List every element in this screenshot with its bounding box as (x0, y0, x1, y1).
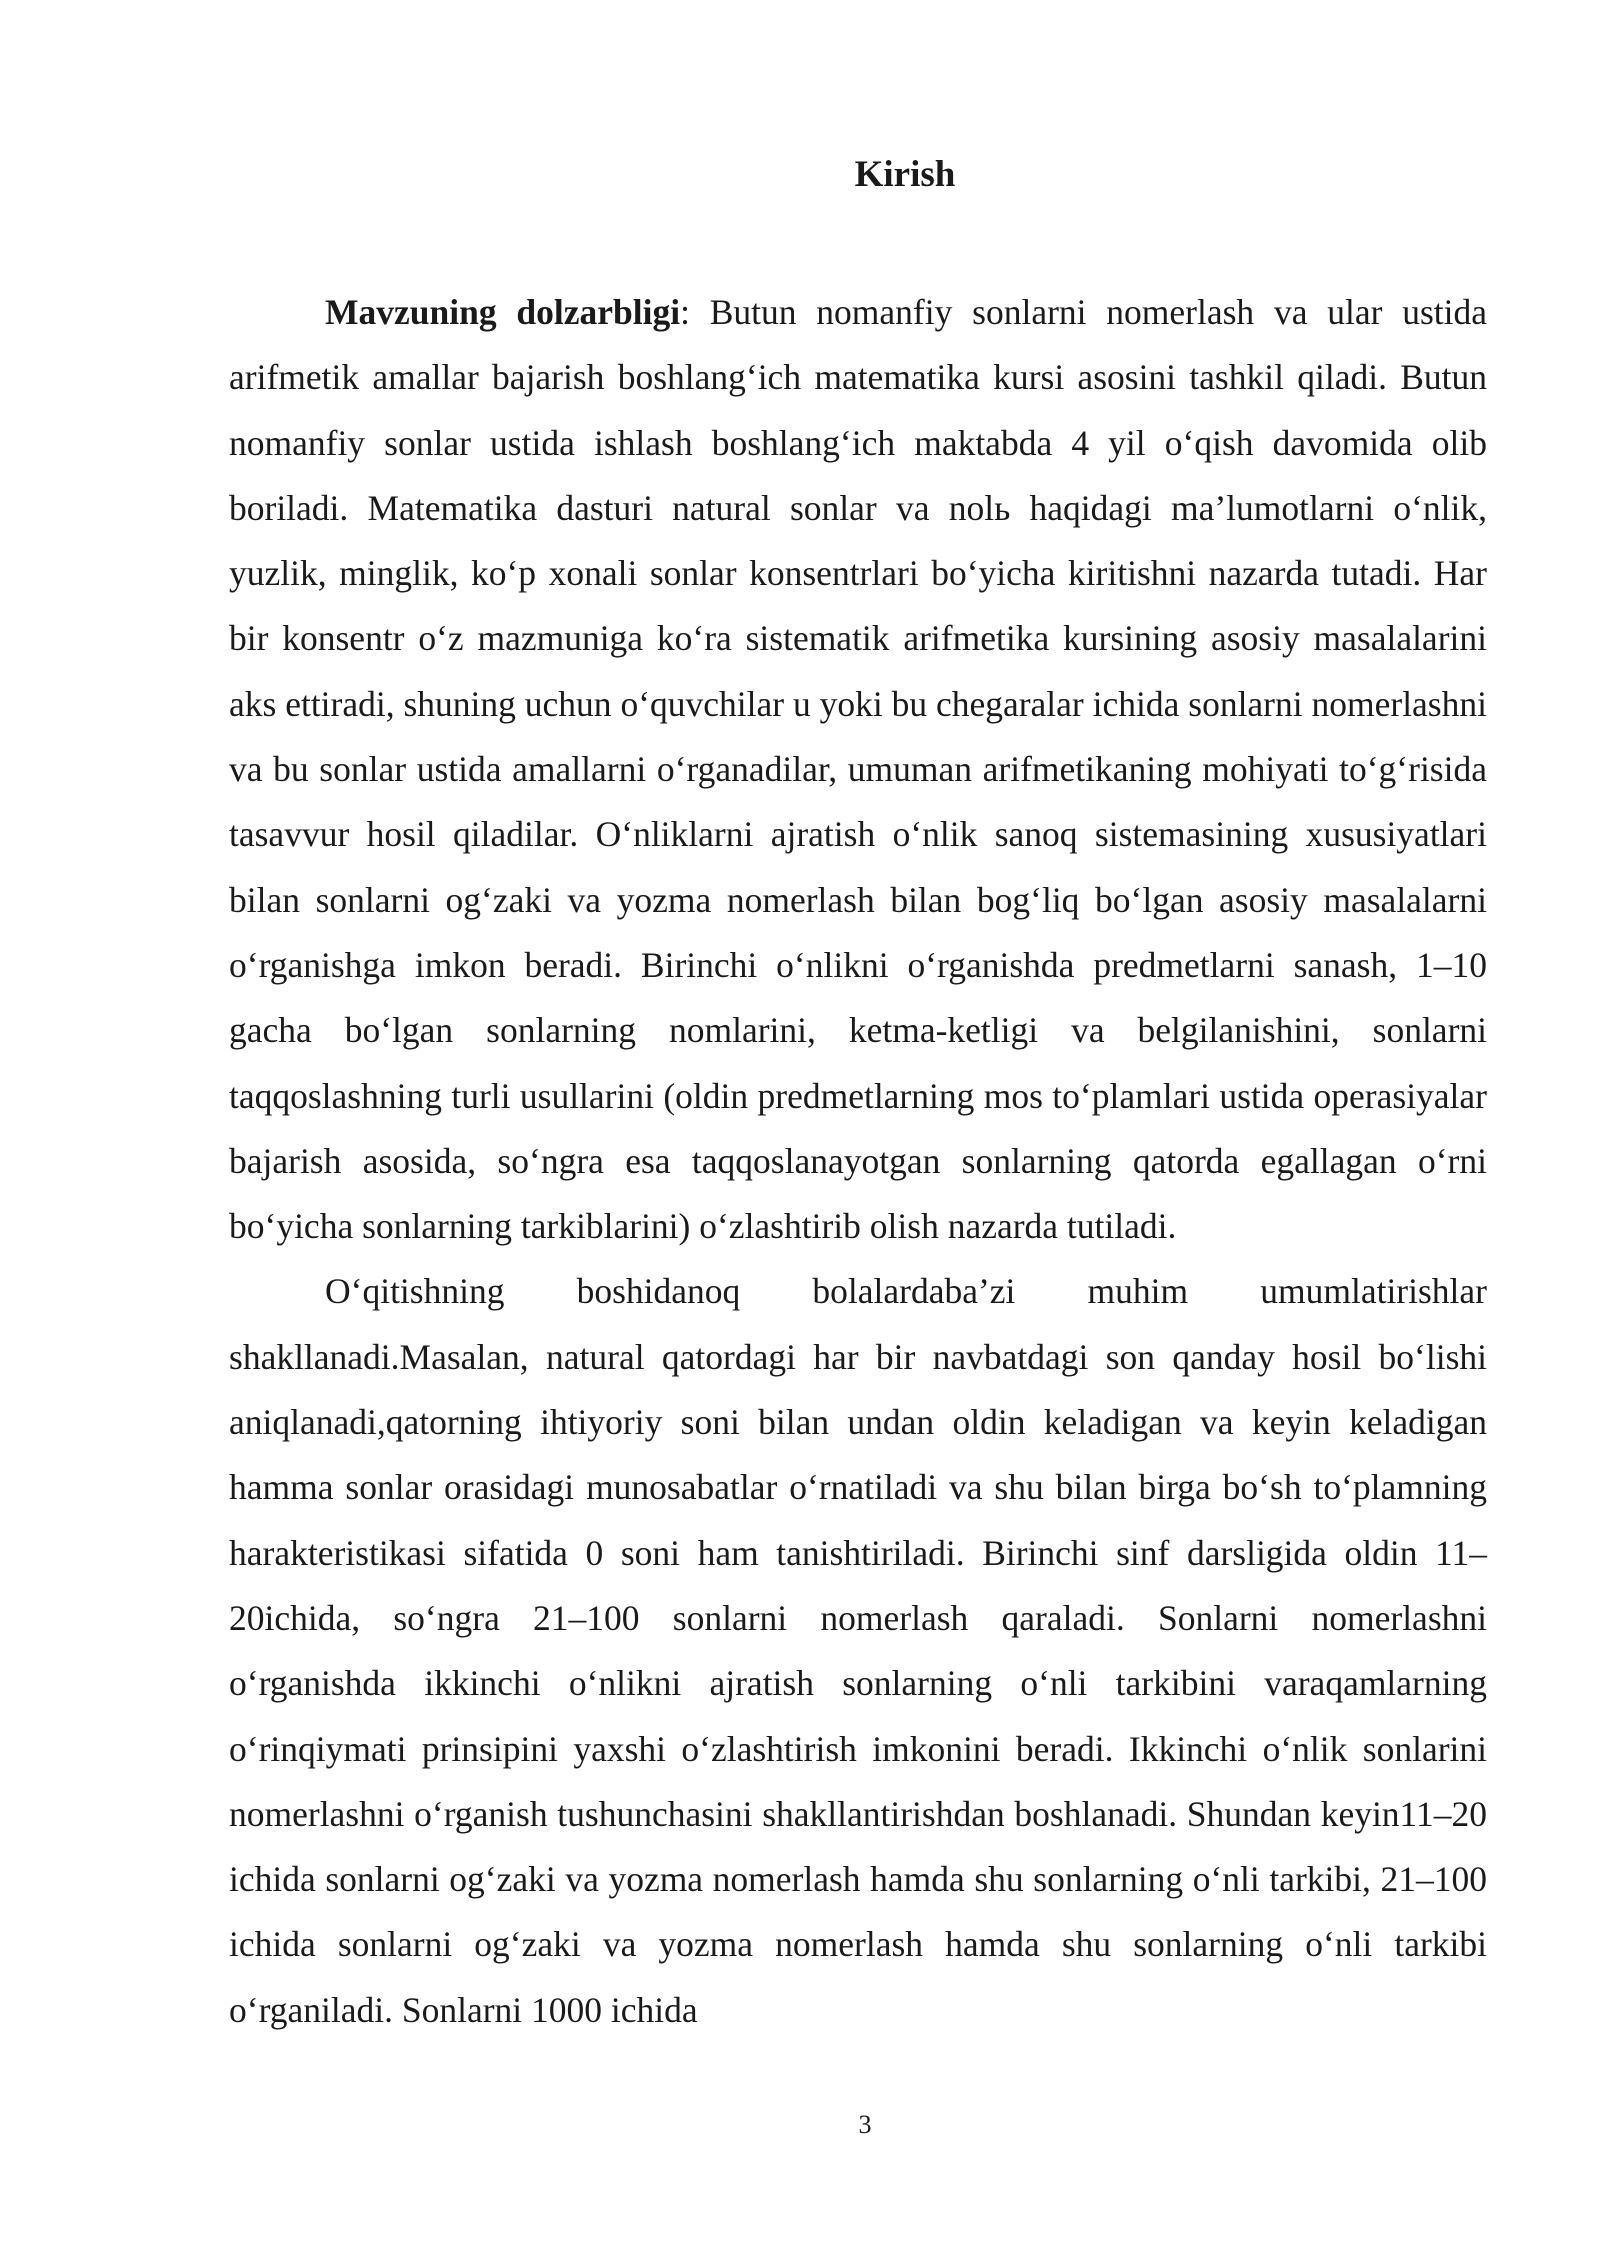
paragraph-2 (229, 1259, 1487, 2043)
paragraph-1 (229, 280, 1487, 1259)
body-text (229, 280, 1487, 2043)
page-number: 3 (858, 2110, 872, 2139)
paragraph-text: O‘qitishning boshidanoq bolalardaba’zi muhim umumlatirishlar shakllanadi.Masalan, natural qatordagi har bir navbatdagi son qanday hosil bo‘lishi aniqlanadi,qatorning ihtiyoriy soni bilan undan oldin keladigan va keyin keladigan hamma sonlar orasidagi munosabatlar o‘rnatiladi va shu bilan birga bo‘sh to‘plamning harakteristikasi sifatida 0 soni ham tanishtiriladi. Birinchi sinf darsligida oldin 11–20ichida, so‘ngra 21–100 sonlarni nomerlash qaraladi. Sonlarni nomerlashni o‘rganishda ikkinchi o‘nlikni ajratish sonlarning o‘nli tarkibini varaqamlarning o‘rinqiymati prinsipini yaxshi o‘zlashtirish imkonini beradi. Ikkinchi o‘nlik sonlarini nomerlashni o‘rganish tushunchasini shakllantirishdan boshlanadi. Shundan keyin11–20 ichida sonlarni og‘zaki va yozma nomerlash hamda shu sonlarning o‘nli tarkibi, 21–100 ichida sonlarni og‘zaki va yozma nomerlash hamda shu sonlarning o‘nli tarkibi o‘rganiladi. Sonlarni 1000 ichida (229, 1271, 1487, 2030)
paragraph-lead: Mavzuning dolzarbligi (325, 292, 681, 332)
page-title: Kirish (854, 154, 956, 195)
paragraph-text: : Butun nomanfiy sonlarni nomerlash va ular ustida arifmetik amallar bajarish boshlang‘ich matematika kursi asosini tashkil qiladi. Butun nomanfiy sonlar ustida ishlash boshlang‘ich maktabda 4 yil o‘qish davomida olib boriladi. Matematika dasturi natural sonlar va nolь haqidagi ma’lumotlarni o‘nlik, yuzlik, minglik, ko‘p xonali sonlar konsentrlari bo‘yicha kiritishni nazarda tutadi. Har bir konsentr o‘z mazmuniga ko‘ra sistematik arifmetika kursining asosiy masalalarini aks ettiradi, shuning uchun o‘quvchilar u yoki bu chegaralar ichida sonlarni nomerlashni va bu sonlar ustida amallarni o‘rganadilar, umuman arifmetikaning mohiyati to‘g‘risida tasavvur hosil qiladilar. O‘nliklarni ajratish o‘nlik sanoq sistemasining xususiyatlari bilan sonlarni og‘zaki va yozma nomerlash bilan bog‘liq bo‘lgan asosiy masalalarni o‘rganishga imkon beradi. Birinchi o‘nlikni o‘rganishda predmetlarni sanash, 1–10 gacha bo‘lgan sonlarning nomlarini, ketma-ketligi va belgilanishini, sonlarni taqqoslashning turli usullarini (oldin predmetlarning mos to‘plamlari ustida operasiyalar bajarish asosida, so‘ngra esa taqqoslanayotgan sonlarning qatorda egallagan o‘rni bo‘yicha sonlarning tarkiblarini) o‘zlashtirib olish nazarda tutiladi. (229, 292, 1487, 1247)
